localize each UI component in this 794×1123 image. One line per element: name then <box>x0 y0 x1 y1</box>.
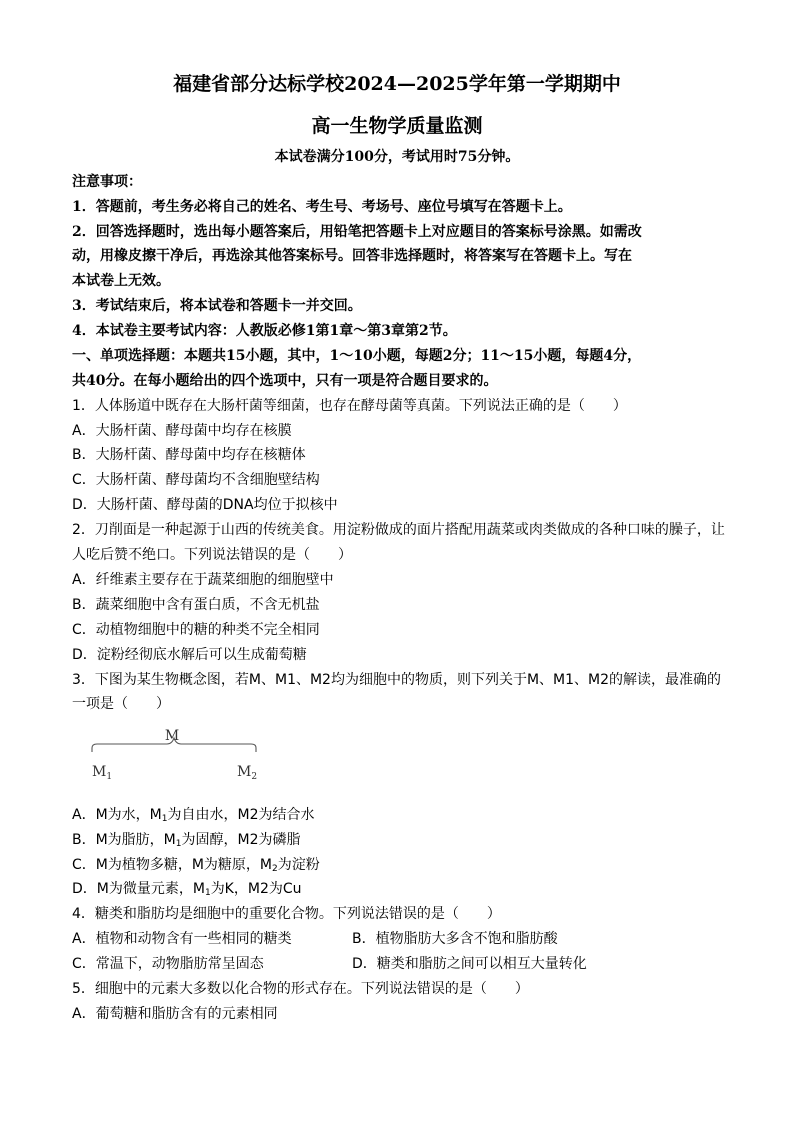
question-1-option-c: C．大肠杆菌、酵母菌均不含细胞壁结构 <box>72 472 320 488</box>
question-2-option-d: D．淀粉经彻底水解后可以生成葡萄糖 <box>72 647 307 663</box>
diagram-label-m2: $M_2$ <box>237 764 258 782</box>
question-3-option-b: B．M为脂肪，$M_1$为固醇，M2为磷脂 <box>72 832 301 849</box>
section-heading: 共40分。在每小题给出的四个选项中，只有一项是符合题目要求的。 <box>72 373 498 389</box>
question-3-option-c: C．M为植物多糖，M为糖原，$M_2$为淀粉 <box>72 857 320 874</box>
question-5-stem: 5．细胞中的元素大多数以化合物的形式存在。下列说法错误的是（ ） <box>72 981 529 997</box>
question-3-option-d: D．M为微量元素，$M_1$为K，M2为Cu <box>72 881 302 898</box>
note-line: 2．回答选择题时，选出每小题答案后，用铅笔把答题卡上对应题目的答案标号涂黑。如需改 <box>72 224 642 240</box>
question-1-option-d: D．大肠杆菌、酵母菌的DNA均位于拟核中 <box>72 497 338 513</box>
note-line: 本试卷上无效。 <box>72 273 170 289</box>
question-3-option-a: A．M为水，$M_1$为自由水，M2为结合水 <box>72 807 315 824</box>
question-3-stem: 3．下图为某生物概念图，若M、M1、M2均为细胞中的物质，则下列关于M、M1、M2的解读，最准确的 <box>72 672 722 688</box>
section-heading: 一、单项选择题：本题共15小题，其中，1～10小题，每题2分；11～15小题，每题4分， <box>72 348 642 364</box>
question-3-stem: 一项是（ ） <box>72 696 170 712</box>
question-2-stem: 2．刀削面是一种起源于山西的传统美食。用淀粉做成的面片搭配用蔬菜或肉类做成的各种口味的臊子，让 <box>72 522 725 538</box>
diagram-label-m1: $M_1$ <box>92 764 113 782</box>
question-4-option-c: C．常温下，动物脂肪常呈固态 <box>72 956 264 972</box>
note-line: 3．考试结束后，将本试卷和答题卡一并交回。 <box>72 298 362 314</box>
note-line: 动，用橡皮擦干净后，再选涂其他答案标号。回答非选择题时，将答案写在答题卡上。写在 <box>72 248 632 264</box>
question-1-option-a: A．大肠杆菌、酵母菌中均存在核膜 <box>72 423 292 439</box>
exam-subtitle: 高一生物学质量监测 <box>311 115 483 137</box>
note-line: 1．答题前，考生务必将自己的姓名、考生号、考场号、座位号填写在答题卡上。 <box>72 199 572 215</box>
notes-heading: 注意事项： <box>72 174 142 190</box>
question-4-option-d: D．糖类和脂肪之间可以相互大量转化 <box>352 956 587 972</box>
exam-info: 本试卷满分100分，考试用时75分钟。 <box>274 149 520 165</box>
question-4-stem: 4．糖类和脂肪均是细胞中的重要化合物。下列说法错误的是（ ） <box>72 906 501 922</box>
diagram-label-m: M <box>164 728 180 744</box>
exam-title: 福建省部分达标学校2024—2025学年第一学期期中 <box>173 73 621 95</box>
question-4-option-b: B．植物脂肪大多含不饱和脂肪酸 <box>352 931 558 947</box>
question-4-option-a: A．植物和动物含有一些相同的糖类 <box>72 931 292 947</box>
question-5-option-a: A．葡萄糖和脂肪含有的元素相同 <box>72 1006 278 1022</box>
question-2-option-a: A．纤维素主要存在于蔬菜细胞的细胞壁中 <box>72 572 334 588</box>
note-line: 4．本试卷主要考试内容：人教版必修1第1章～第3章第2节。 <box>72 323 457 339</box>
question-1-stem: 1．人体肠道中既存在大肠杆菌等细菌，也存在酵母菌等真菌。下列说法正确的是（ ） <box>72 398 627 414</box>
concept-diagram <box>88 728 268 784</box>
question-1-option-b: B．大肠杆菌、酵母菌中均存在核糖体 <box>72 447 306 463</box>
question-2-option-b: B．蔬菜细胞中含有蛋白质，不含无机盐 <box>72 597 320 613</box>
question-2-option-c: C．动植物细胞中的糖的种类不完全相同 <box>72 622 320 638</box>
question-2-stem: 人吃后赞不绝口。下列说法错误的是（ ） <box>72 547 352 563</box>
